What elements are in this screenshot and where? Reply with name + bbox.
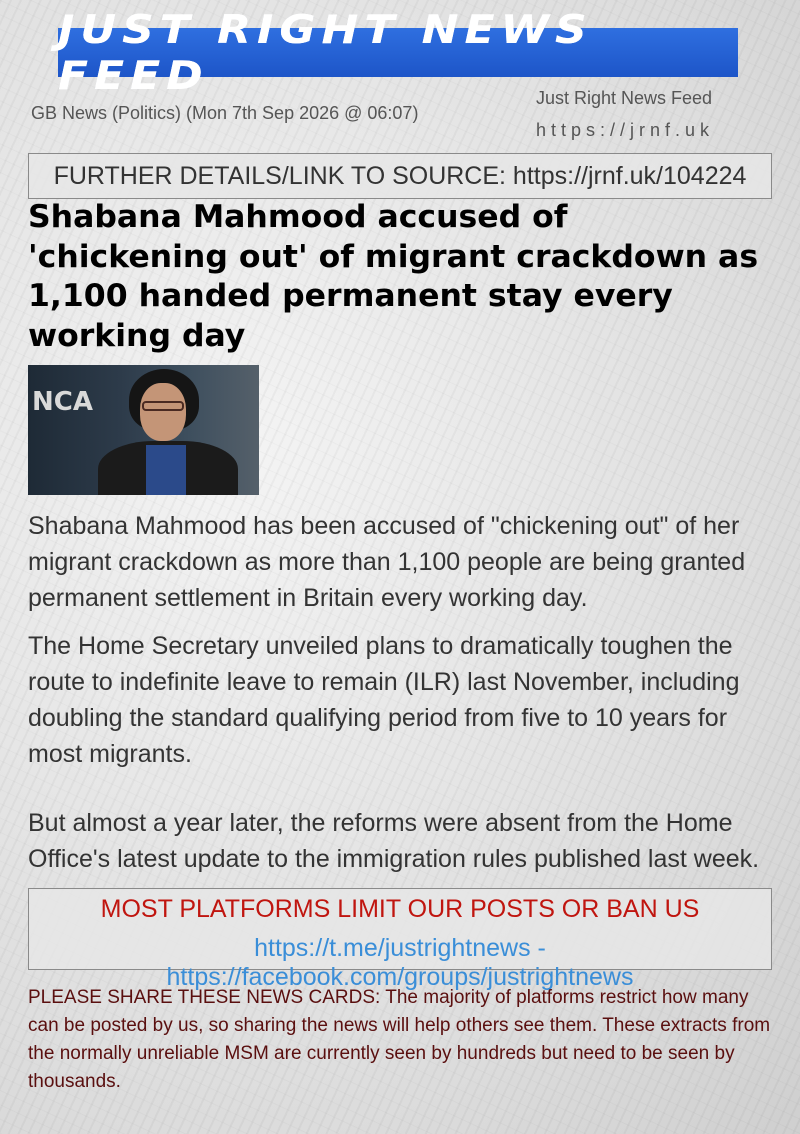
social-links[interactable]: https://t.me/justrightnews - https://facebook.com/groups/justrightnews (166, 934, 634, 991)
feed-name: Just Right News Feed (536, 88, 713, 108)
photo-backdrop-text: NCA (32, 387, 93, 417)
article-paragraph: Shabana Mahmood has been accused of "chickening out" of her migrant crackdown as more than 1,100 people are being granted permanent settlement in Britain every working day. (28, 512, 746, 612)
promo-box (28, 888, 772, 991)
article-paragraph: But almost a year later, the reforms were absent from the Home Office's latest update to the immigration rules published last week. (28, 809, 760, 873)
source-attribution: GB News (Politics) (Mon 7th Sep 2026 @ 06:07) (31, 103, 419, 123)
article-photo (28, 365, 259, 495)
article-headline: Shabana Mahmood accused of 'chickening out' of migrant crackdown as 1,100 handed permanent stay every working day (28, 199, 759, 354)
site-banner (58, 6, 738, 99)
source-link-box[interactable] (28, 153, 772, 199)
site-title: JUST RIGHT NEWS FEED (58, 7, 738, 99)
source-link-text[interactable]: FURTHER DETAILS/LINK TO SOURCE: https://jrnf.uk/104224 (53, 161, 747, 190)
feed-url[interactable]: https://jrnf.uk (536, 120, 715, 140)
platform-warning: MOST PLATFORMS LIMIT OUR POSTS OR BAN US (100, 895, 700, 923)
article-paragraph: The Home Secretary unveiled plans to dramatically toughen the route to indefinite leave to remain (ILR) last November, including doubling the standard qualifying period from five to 10 years for most migrants. (28, 632, 740, 768)
share-note: PLEASE SHARE THESE NEWS CARDS: The majority of platforms restrict how many can be posted by us, so sharing the news will help others see them. These extracts from the normally unreliable MSM are currently seen by hundreds but need to be seen by thousands. (28, 987, 771, 1092)
